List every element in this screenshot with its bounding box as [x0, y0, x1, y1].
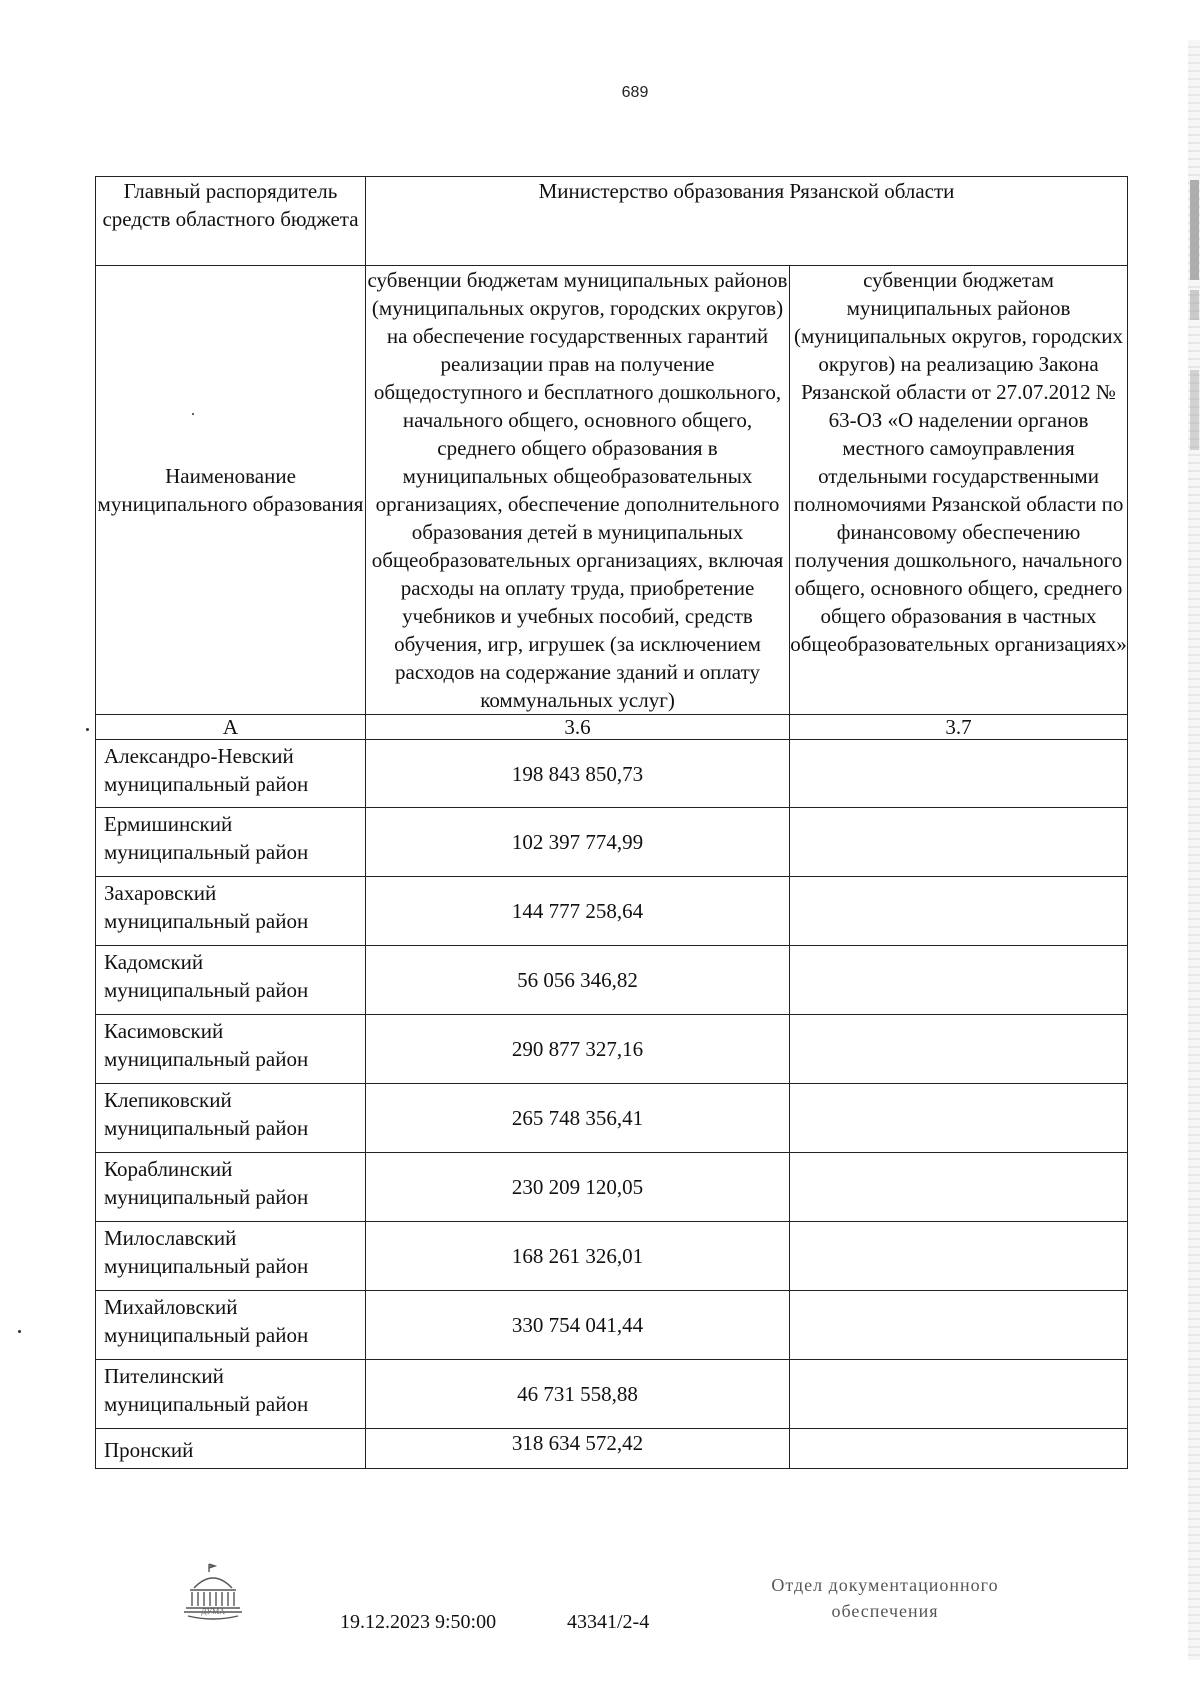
column-number-3-6: 3.6	[366, 715, 790, 740]
description-row	[96, 266, 1128, 715]
district-type: муниципальный район	[104, 840, 309, 864]
amount-3-7	[790, 877, 1128, 946]
amount-3-6: 168 261 326,01	[366, 1222, 790, 1291]
district-name: Милославский	[104, 1226, 237, 1250]
stamp-line-2: обеспечения	[831, 1601, 939, 1621]
district-name-cell	[96, 1360, 366, 1429]
district-name: Клепиковский	[104, 1088, 232, 1112]
amount-3-7	[790, 808, 1128, 877]
district-name: Касимовский	[104, 1019, 224, 1043]
page-number: 689	[621, 84, 649, 101]
district-type: муниципальный район	[104, 1047, 309, 1071]
table-row	[96, 808, 1128, 877]
district-name-cell	[96, 740, 366, 808]
amount-3-6: 330 754 041,44	[366, 1291, 790, 1360]
district-name-cell	[96, 946, 366, 1015]
amount-3-6: 102 397 774,99	[366, 808, 790, 877]
district-name: Кадомский	[104, 950, 204, 974]
district-name-cell	[96, 1429, 366, 1469]
district-name-cell	[96, 877, 366, 946]
district-name-cell	[96, 1291, 366, 1360]
district-type: муниципальный район	[104, 1185, 309, 1209]
table-row	[96, 1153, 1128, 1222]
district-name: Александро-Невский	[104, 744, 294, 768]
district-name-cell	[96, 808, 366, 877]
table-row	[96, 740, 1128, 808]
district-name: Пронский	[104, 1438, 194, 1462]
stamp-line-1: Отдел документационного	[771, 1575, 999, 1595]
district-name: Пителинский	[104, 1364, 224, 1388]
amount-3-6: 198 843 850,73	[366, 740, 790, 808]
table-row	[96, 946, 1128, 1015]
amount-3-7	[790, 1291, 1128, 1360]
amount-3-6: 56 056 346,82	[366, 946, 790, 1015]
svg-text:ДУМА: ДУМА	[200, 1607, 226, 1616]
amount-3-6: 265 748 356,41	[366, 1084, 790, 1153]
district-name-cell	[96, 1015, 366, 1084]
amount-3-7	[790, 1153, 1128, 1222]
amount-3-7	[790, 1015, 1128, 1084]
district-name: Михайловский	[104, 1295, 238, 1319]
district-name: Ермишинский	[104, 812, 233, 836]
amount-3-6: 46 731 558,88	[366, 1360, 790, 1429]
scan-edge	[1188, 40, 1200, 1660]
amount-3-6: 230 209 120,05	[366, 1153, 790, 1222]
table-row	[96, 1291, 1128, 1360]
header-label: Главный распорядитель средств областного бюджета	[102, 179, 359, 231]
column-number-a: А	[96, 715, 366, 740]
amount-3-6: 144 777 258,64	[366, 877, 790, 946]
amount-3-7	[790, 1084, 1128, 1153]
duma-logo-icon	[178, 1562, 248, 1626]
amount-3-7	[790, 1360, 1128, 1429]
district-type: муниципальный район	[104, 1254, 309, 1278]
table-row	[96, 1084, 1128, 1153]
district-type: муниципальный район	[104, 978, 309, 1002]
scan-speck	[18, 1330, 21, 1333]
row-name-label-cell	[96, 266, 366, 715]
amount-3-7	[790, 1429, 1128, 1469]
amount-3-6: 318 634 572,42	[366, 1429, 790, 1469]
footer-datetime: 19.12.2023 9:50:00	[340, 1611, 497, 1633]
district-type: муниципальный район	[104, 1116, 309, 1140]
table-row	[96, 1360, 1128, 1429]
amount-3-7	[790, 740, 1128, 808]
col2-description: субвенции бюджетам муниципальных районов (муниципальных округов, городских округов) на реализацию Закона Рязанской области от 27.07.2012 № 63-ОЗ «О наделении органов местного самоуправления отдельными государственными полномочиями Рязанской области по финансовому обеспечению получения дошкольного, начального общего, основного общего, среднего общего образования в частных общеобразовательных организациях»	[790, 268, 1127, 656]
table-row	[96, 1015, 1128, 1084]
header-row	[96, 177, 1128, 266]
table-row	[96, 1222, 1128, 1291]
header-label-cell	[96, 177, 366, 266]
amount-3-7	[790, 1222, 1128, 1291]
district-name: Кораблинский	[104, 1157, 233, 1181]
col2-description-cell	[790, 266, 1128, 715]
header-value-cell	[366, 177, 1128, 266]
district-type: муниципальный район	[104, 1392, 309, 1416]
table-row	[96, 877, 1128, 946]
scan-speck	[86, 728, 89, 731]
amount-3-7	[790, 946, 1128, 1015]
row-name-label: Наименование муниципального образования	[97, 464, 364, 516]
table-row-last	[96, 1429, 1128, 1469]
district-type: муниципальный район	[104, 909, 309, 933]
column-number-row	[96, 715, 1128, 740]
district-type: муниципальный район	[104, 772, 309, 796]
district-name-cell	[96, 1084, 366, 1153]
district-name-cell	[96, 1222, 366, 1291]
column-number-3-7: 3.7	[790, 715, 1128, 740]
department-stamp	[735, 1572, 1035, 1624]
amount-3-6: 290 877 327,16	[366, 1015, 790, 1084]
ministry-name: Министерство образования Рязанской области	[538, 179, 955, 203]
col1-description-cell	[366, 266, 790, 715]
district-type: муниципальный район	[104, 1323, 309, 1347]
district-name: Захаровский	[104, 881, 217, 905]
col1-description: субвенции бюджетам муниципальных районов (муниципальных округов, городских округов) на обеспечение государственных гарантий реализации прав на получение общедоступного и бесплатного дошкольного, начального общего, основного общего, среднего общего образования в муниципальных общеобразовательных организациях, обеспечение дополнительного образования детей в муниципальных общеобразовательных организациях, включая расходы на оплату труда, приобретение учебников и учебных пособий, средств обучения, игр, игрушек (за исключением расходов на содержание зданий и оплату коммунальных услуг)	[367, 268, 788, 712]
footer-doc-number: 43341/2-4	[567, 1611, 650, 1633]
budget-table	[95, 176, 1128, 1469]
district-name-cell	[96, 1153, 366, 1222]
